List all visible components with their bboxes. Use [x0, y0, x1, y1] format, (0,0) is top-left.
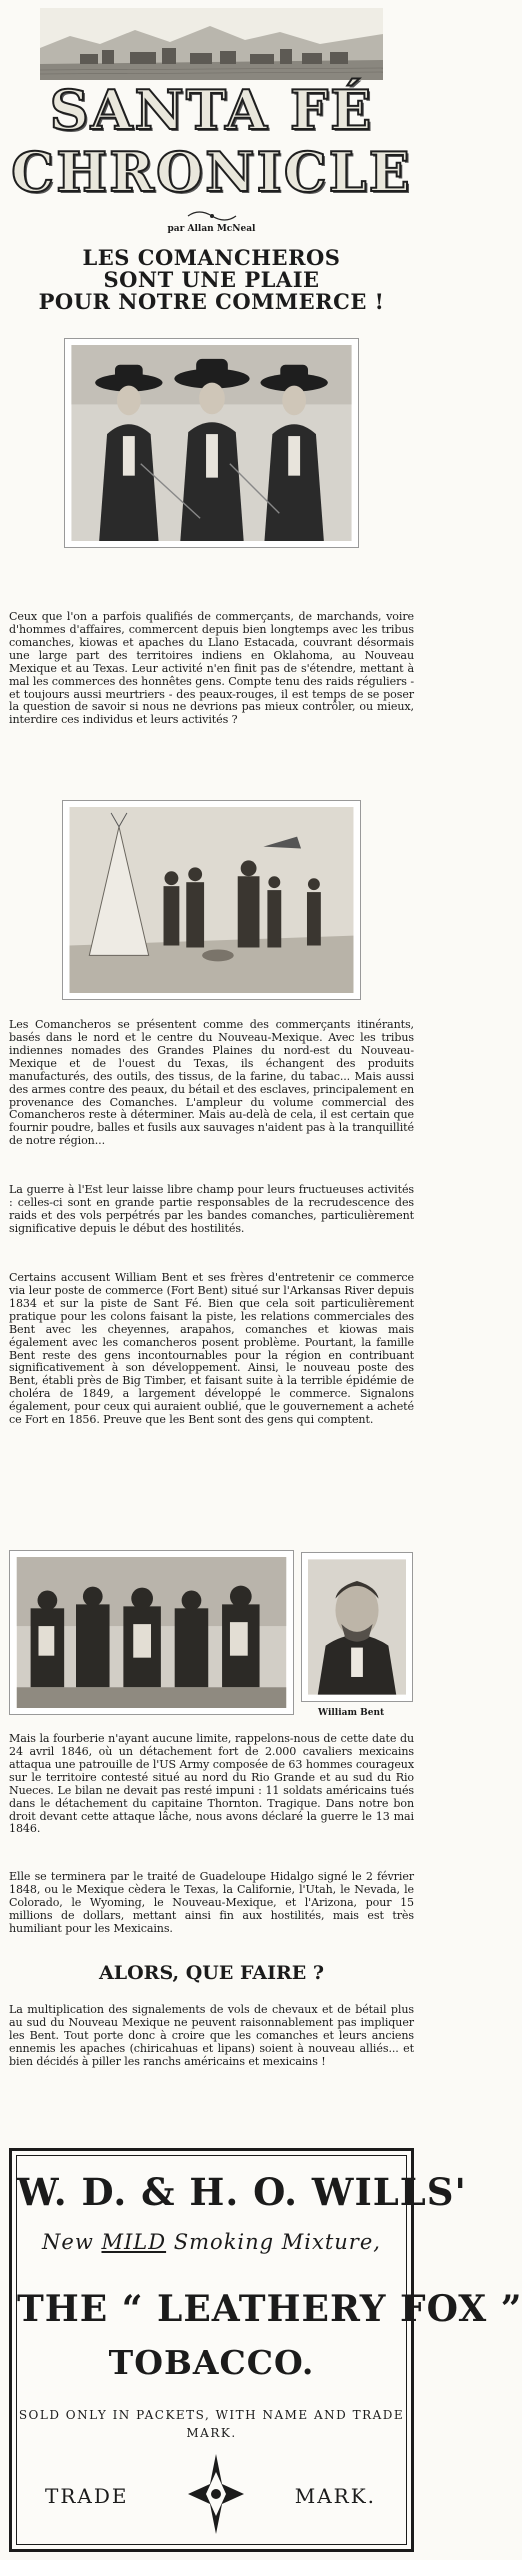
paragraph-5: Mais la fourberie n'ayant aucune limite, rappelons-nous de cette date du 24 avril 1846, où un détachement fort de 2.000 cavaliers mexicains attaqua une patrouille de l'US Army composée de 63 hommes courageux sur le territoire contesté situé au nord du Rio Grande et au sud du Rio Nueces. Le bilan ne devait pas resté impuni : 11 soldats américains tués dans le détachement du capitaine Thornton. Tragique. Dans notre bon droit devant cette attaque lâche, nous avons déclaré la guerre le 13 mai 1846.	[9, 1732, 414, 1836]
advert-mark-label: MARK.	[294, 2484, 376, 2508]
comancheros-group-image	[71, 345, 352, 541]
masthead-title-line-1: SANTA FÉ	[49, 78, 374, 142]
advert-inner-border	[16, 2155, 522, 2545]
ornament-divider-icon	[186, 210, 238, 222]
headline	[20, 247, 403, 313]
tipi-camp-image	[69, 807, 354, 993]
advert-mild-pre: New	[42, 2230, 102, 2254]
masthead	[0, 0, 423, 234]
town-skyline-illustration	[40, 8, 383, 80]
advert-tobacco-line: TOBACCO.	[108, 2343, 315, 2382]
william-bent-portrait-image	[308, 1559, 406, 1695]
william-bent-caption: William Bent	[318, 1708, 385, 1718]
advert-trade-label: TRADE	[45, 2484, 129, 2508]
comancheros-group-photo	[64, 338, 359, 548]
paragraph-1: Ceux que l'on a parfois qualifiés de commerçants, de marchands, voire d'hommes d'affaires, commercent depuis bien longtemps avec les tribus comanches, kiowas et apaches du Llano Estacada, couvrant désormais une large part des territoires indiens en Oklahoma, au Nouveau Mexique et au Texas. Leur activité n'en finit pas de s'étendre, mettant à mal les commerces des honnêtes gens. Compte tenu des raids réguliers - et toujours aussi meurtriers - des peaux-rouges, il est temps de se poser la question de savoir si nous ne devrions pas mieux contrôler, ou mieux, interdire ces individus et leurs activités ?	[9, 610, 414, 727]
headline-line-2: SONT UNE PLAIE	[103, 267, 320, 292]
advert-mild-word: MILD	[101, 2230, 167, 2254]
paragraph-4: Certains accusent William Bent et ses frères d'entretenir ce commerce via leur poste de commerce (Fort Bent) situé sur l'Arkansas River depuis 1834 et sur la piste de Sant Fé. Bien que cela soit particulièrement pratique pour les colons faisant la piste, les relations commerciales des Bent avec les cheyennes, arapahos, comanches et kiowas mais également avec les comancheros posent problème. Pourtant, la famille Bent reste des gens incontournables pour la région en contribuant significativement à son développement. Ainsi, le nouveau poste des Bent, établi près de Big Timber, et faisant suite à la terrible épidémie de choléra de 1849, a largement développé le commerce. Signalons également, pour ceux qui auraient oublié, que le gouvernement a acheté ce Fort en 1856. Preuve que les Bent sont des gens qui comptent.	[9, 1271, 414, 1427]
advert-product-line: THE “ LEATHERY FOX ”	[17, 2288, 522, 2330]
tipi-camp-photo	[62, 800, 361, 1000]
headline-line-1: LES COMANCHEROS	[82, 245, 341, 270]
seated-group-image	[16, 1557, 287, 1708]
advert-mild-post: Smoking Mixture,	[166, 2230, 381, 2254]
paragraph-3: La guerre à l'Est leur laisse libre champ pour leurs fructueuses activités : celles-ci sont en grande partie responsables de la recrudescence des raids et des vols perpétrés par les bandes comanches, particulièrement significative depuis le début des hostilités.	[9, 1183, 414, 1235]
paragraph-2: Les Comancheros se présentent comme des commerçants itinérants, basés dans le nord et le centre du Nouveau-Mexique. Avec les tribus indiennes nomades des Grandes Plaines du nord-est du Nouveau-Mexique et de l'ouest du Texas, ils échangent des produits manufacturés, des outils, des tissus, de la farine, du tabac... Mais aussi des armes contre des peaux, du bétail et des esclaves, principalement en provenance des Comanches. L'ampleur du volume commercial des Comancheros reste à déterminer. Mais au-delà de cela, il est certain que fournir poudre, balles et fusils aux sauvages n'aident pas à la tranquillité de notre région...	[9, 1018, 414, 1148]
subhead-alors-que-faire: ALORS, QUE FAIRE ?	[99, 1962, 324, 1984]
byline: par Allan McNeal	[167, 224, 256, 234]
william-bent-portrait-photo	[301, 1552, 413, 1702]
trademark-star-icon	[186, 2452, 246, 2536]
advert-packets-line: SOLD ONLY IN PACKETS, WITH NAME AND TRADE MARK.	[18, 2408, 405, 2440]
headline-line-3: POUR NOTRE COMMERCE !	[38, 289, 385, 314]
paragraph-7: La multiplication des signalements de vols de chevaux et de bétail plus au sud du Nouveau Mexique ne peuvent raisonnablement pas impliquer les Bent. Tout porte donc à croire que les comanches et leurs anciens ennemis les apaches (chiricahuas et lipans) soient à nouveau alliés... et bien décidés à piller les ranchs américains et mexicains !	[9, 2003, 414, 2068]
tobacco-advert	[9, 2148, 522, 2552]
advert-mild-line	[17, 2230, 406, 2254]
masthead-title-line-2: CHRONICLE	[11, 140, 412, 204]
seated-group-photo	[9, 1550, 294, 1715]
paragraph-6: Elle se terminera par le traité de Guadeloupe Hidalgo signé le 2 février 1848, ou le Mexique cèdera le Texas, la Californie, l'Utah, le Nevada, le Colorado, le Wyoming, le Nouveau-Mexique, et l'Arizona, pour 15 millions de dollars, mettant ainsi fin aux hostilités, mais est très humiliant pour les Mexicains.	[9, 1870, 414, 1935]
advert-brand-line: W. D. & H. O. WILLS'	[17, 2170, 467, 2214]
